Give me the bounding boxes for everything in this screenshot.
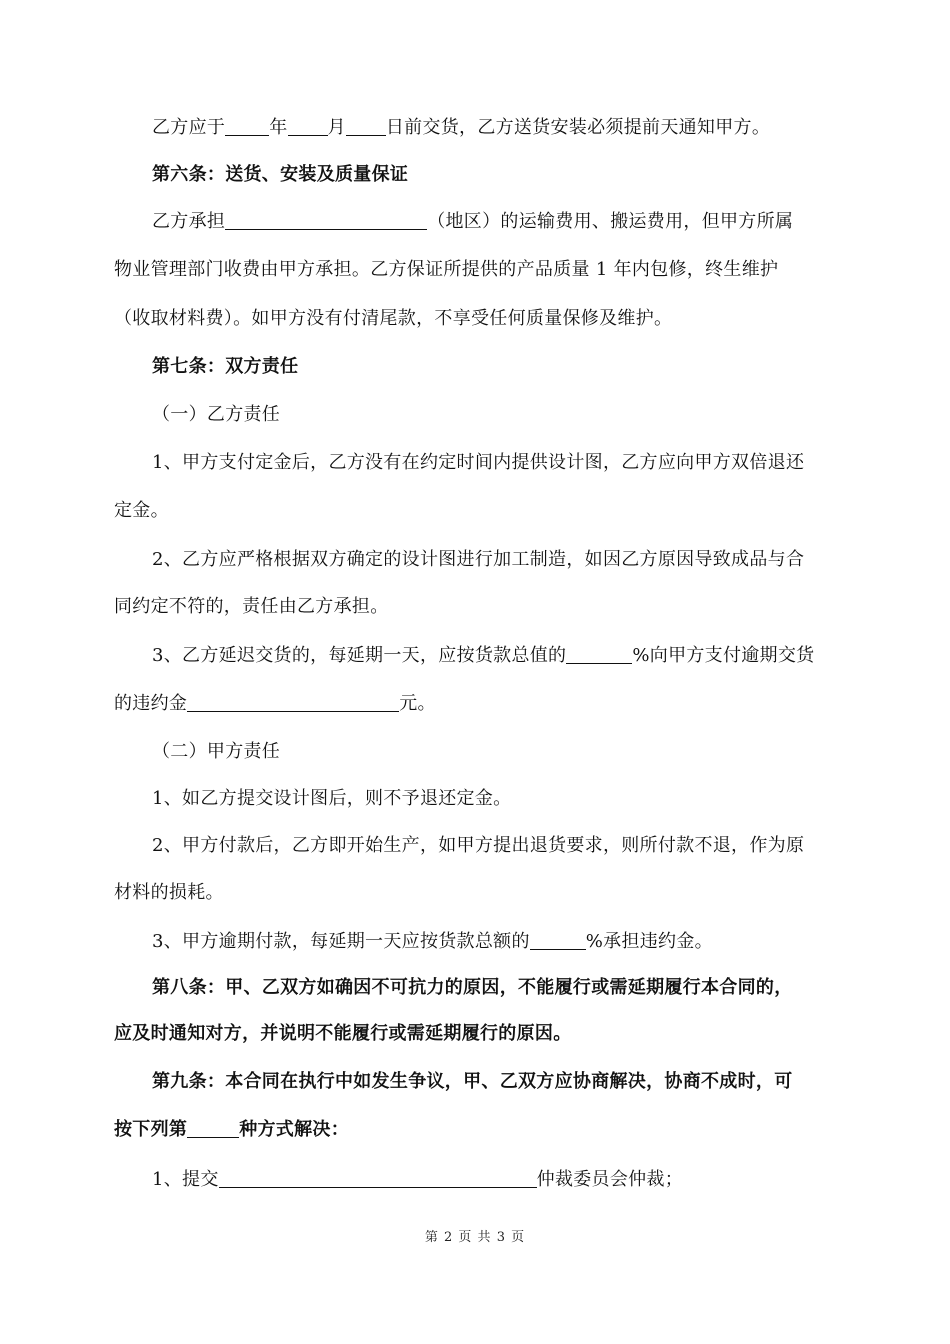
- party-a-clause-3: [152, 918, 872, 966]
- arbitration-line: [152, 1156, 872, 1204]
- text: （地区）的运输费用、搬运费用，但甲方所属: [427, 211, 794, 232]
- text: 年: [269, 117, 288, 138]
- text: %承担违约金。: [585, 931, 713, 952]
- delivery-date-line: [152, 104, 872, 152]
- party-b-clause-3-line-1: [152, 632, 872, 680]
- text: 乙方承担: [152, 211, 226, 232]
- text: 3、甲方逾期付款，每延期一天应按货款总额的: [152, 931, 530, 952]
- text: 日前交货，乙方送货安装必须提前天通知甲方。: [385, 117, 771, 138]
- party-a-clause-2-line-1: 2、甲方付款后，乙方即开始生产，如甲方提出退货要求，则所付款不退，作为原: [152, 835, 805, 856]
- article-6-line-2: 物业管理部门收费由甲方承担。乙方保证所提供的产品质量 1 年内包修，终生维护: [114, 259, 779, 280]
- party-b-clause-2-line-2: 同约定不符的，责任由乙方承担。: [114, 596, 389, 617]
- party-a-clause-2-line-2: 材料的损耗。: [114, 882, 224, 903]
- party-b-clause-1-line-2: 定金。: [114, 500, 169, 521]
- section-1-title: （一）乙方责任: [152, 404, 281, 425]
- party-b-clause-2-line-1: 2、乙方应严格根据双方确定的设计图进行加工制造，如因乙方原因导致成品与合: [152, 549, 805, 570]
- blank-year: [225, 116, 269, 136]
- article-6-line-3: （收取材料费）。如甲方没有付清尾款，不享受任何质量保修及维护。: [114, 308, 673, 329]
- article-9-line-1: 第九条：本合同在执行中如发生争议，甲、乙双方应协商解决，协商不成时，可: [152, 1071, 793, 1092]
- text: 1、提交: [152, 1169, 219, 1190]
- text: 乙方应于: [152, 117, 226, 138]
- blank-percent: [530, 930, 586, 950]
- blank-arbitration-commission: [219, 1168, 537, 1188]
- blank-month: [288, 116, 328, 136]
- party-b-clause-1-line-1: 1、甲方支付定金后，乙方没有在约定时间内提供设计图，乙方应向甲方双倍退还: [152, 452, 805, 473]
- blank-percent: [566, 644, 632, 664]
- text: 3、乙方延迟交货的，每延期一天，应按货款总值的: [152, 645, 567, 666]
- article-9-line-2: [114, 1106, 834, 1154]
- article-6-line-1: [152, 198, 872, 246]
- article-8-line-1: 第八条：甲、乙双方如确因不可抗力的原因，不能履行或需延期履行本合同的，: [152, 977, 793, 998]
- blank-amount: [187, 692, 399, 712]
- text: %向甲方支付逾期交货: [632, 645, 815, 666]
- text: 按下列第: [114, 1119, 188, 1140]
- party-b-clause-3-line-2: [114, 680, 834, 728]
- article-8-line-2: 应及时通知对方，并说明不能履行或需延期履行的原因。: [114, 1023, 572, 1044]
- section-2-title: （二）甲方责任: [152, 741, 281, 762]
- article-7-title: 第七条：双方责任: [152, 356, 299, 377]
- text: 的违约金: [114, 693, 188, 714]
- article-6-title: 第六条：送货、安装及质量保证: [152, 164, 409, 185]
- text: 种方式解决：: [239, 1119, 350, 1140]
- blank-day: [346, 116, 386, 136]
- text: 月: [327, 117, 346, 138]
- text: 元。: [399, 693, 436, 714]
- party-a-clause-1: 1、如乙方提交设计图后，则不予退还定金。: [152, 788, 512, 809]
- text: 仲裁委员会仲裁；: [536, 1169, 684, 1190]
- page-number-footer: 第 2 页 共 3 页: [424, 1230, 526, 1245]
- blank-region: [225, 210, 427, 230]
- blank-option: [187, 1118, 239, 1138]
